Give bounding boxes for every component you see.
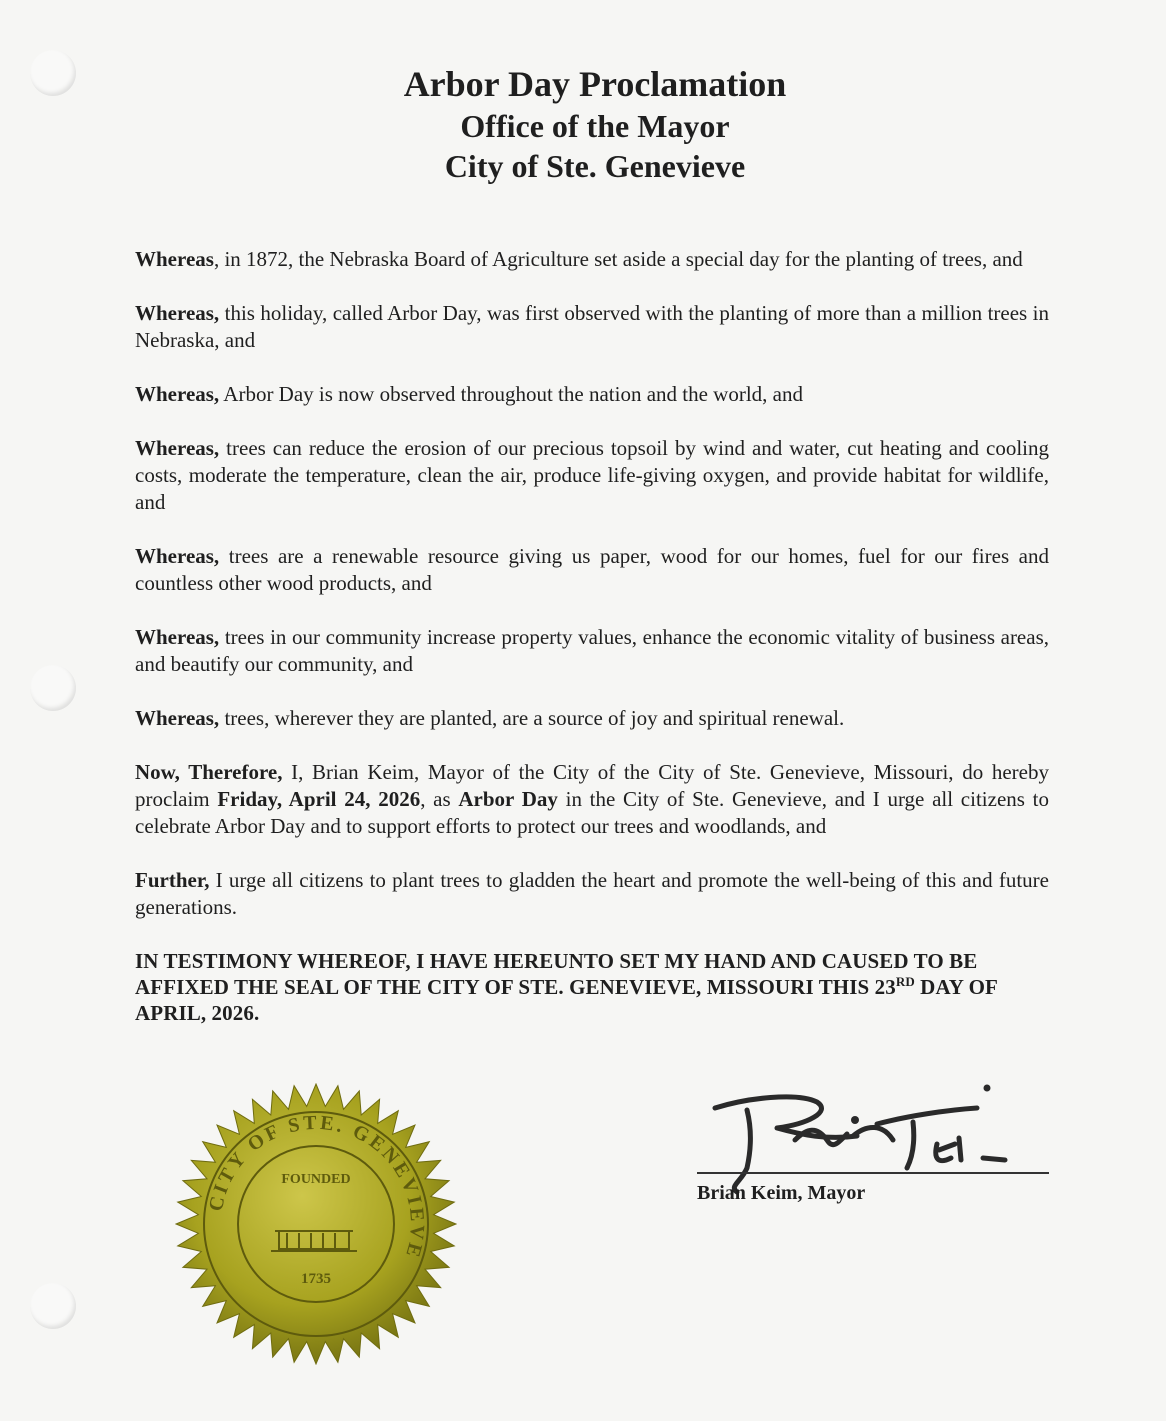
clause-2	[135, 300, 1049, 354]
clause-lead: Whereas,	[135, 301, 220, 325]
testimony-statement	[135, 948, 1049, 1026]
seal-year-text: 1735	[301, 1271, 331, 1287]
now-therefore-clause	[135, 759, 1049, 840]
clause-3	[135, 381, 1049, 408]
punch-hole-middle	[30, 665, 76, 711]
testimony-text-end: DAY OF APRIL, 2026.	[135, 975, 998, 1025]
clause-text: trees, wherever they are planted, are a source of joy and spiritual renewal.	[219, 706, 845, 730]
signature-caption: Brian Keim, Mayor	[697, 1182, 866, 1204]
punch-hole-bottom	[30, 1283, 76, 1329]
clause-lead: Whereas,	[135, 382, 220, 406]
clause-text: trees in our community increase property values, enhance the economic vitality of business areas, and beautify our community, and	[135, 625, 1049, 676]
proclaimed-day: Arbor Day	[458, 787, 558, 811]
document-header	[0, 62, 1166, 186]
clause-text: trees can reduce the erosion of our precious topsoil by wind and water, cut heating and cooling costs, moderate the temperature, clean the air, produce life-giving oxygen, and provide habitat for wildlife, and	[135, 436, 1049, 514]
clause-text: this holiday, called Arbor Day, was first observed with the planting of more than a million trees in Nebraska, and	[135, 301, 1049, 352]
clause-7	[135, 705, 1049, 732]
signature-line	[697, 1172, 1049, 1174]
clause-lead: Further,	[135, 868, 210, 892]
clause-lead: Whereas,	[135, 625, 220, 649]
clause-text: in the City of Ste. Genevieve, and I urge all citizens to celebrate Arbor Day and to support efforts to protect our trees and woodlands, and	[135, 787, 1049, 838]
clause-4	[135, 435, 1049, 516]
clause-text: Arbor Day is now observed throughout the nation and the world, and	[219, 382, 803, 406]
clause-text: , in 1872, the Nebraska Board of Agriculture set aside a special day for the planting of trees, and	[213, 247, 1023, 271]
city-title: City of Ste. Genevieve	[444, 148, 746, 184]
ordinal-suffix: RD	[895, 974, 915, 989]
clause-text: I urge all citizens to plant trees to gladden the heart and promote the well-being of this and future generations.	[135, 868, 1049, 919]
signature-block	[697, 1080, 1052, 1220]
clause-text: I, Brian Keim, Mayor of the City of the City of Ste. Genevieve, Missouri, do hereby proclaim	[135, 760, 1049, 811]
seal-founded-text: FOUNDED	[281, 1172, 351, 1187]
clause-6	[135, 624, 1049, 678]
clause-lead: Whereas,	[135, 544, 220, 568]
testimony-text: IN TESTIMONY WHEREOF, I HAVE HEREUNTO SET MY HAND AND CAUSED TO BE AFFIXED THE SEAL OF THE CITY OF STE. GENEVIEVE, MISSOURI THIS 23	[135, 949, 978, 999]
seal-ring-text: CITY OF STE. GENEVIEVE	[204, 1111, 429, 1263]
clause-5	[135, 543, 1049, 597]
clause-lead: Whereas,	[135, 706, 220, 730]
clause-text: , as	[420, 787, 459, 811]
further-clause	[135, 867, 1049, 921]
clause-lead: Whereas	[135, 247, 214, 271]
clause-1	[135, 246, 1049, 273]
clause-lead: Whereas,	[135, 436, 220, 460]
proclaimed-date: Friday, April 24, 2026	[217, 787, 421, 811]
office-title: Office of the Mayor	[460, 108, 730, 144]
clause-text: trees are a renewable resource giving us paper, wood for our homes, fuel for our fires and countless other wood products, and	[135, 544, 1049, 595]
document-title: Arbor Day Proclamation	[403, 64, 787, 104]
proclamation-body	[135, 246, 1049, 1053]
city-seal	[175, 1083, 457, 1365]
clause-lead: Now, Therefore,	[135, 760, 283, 784]
